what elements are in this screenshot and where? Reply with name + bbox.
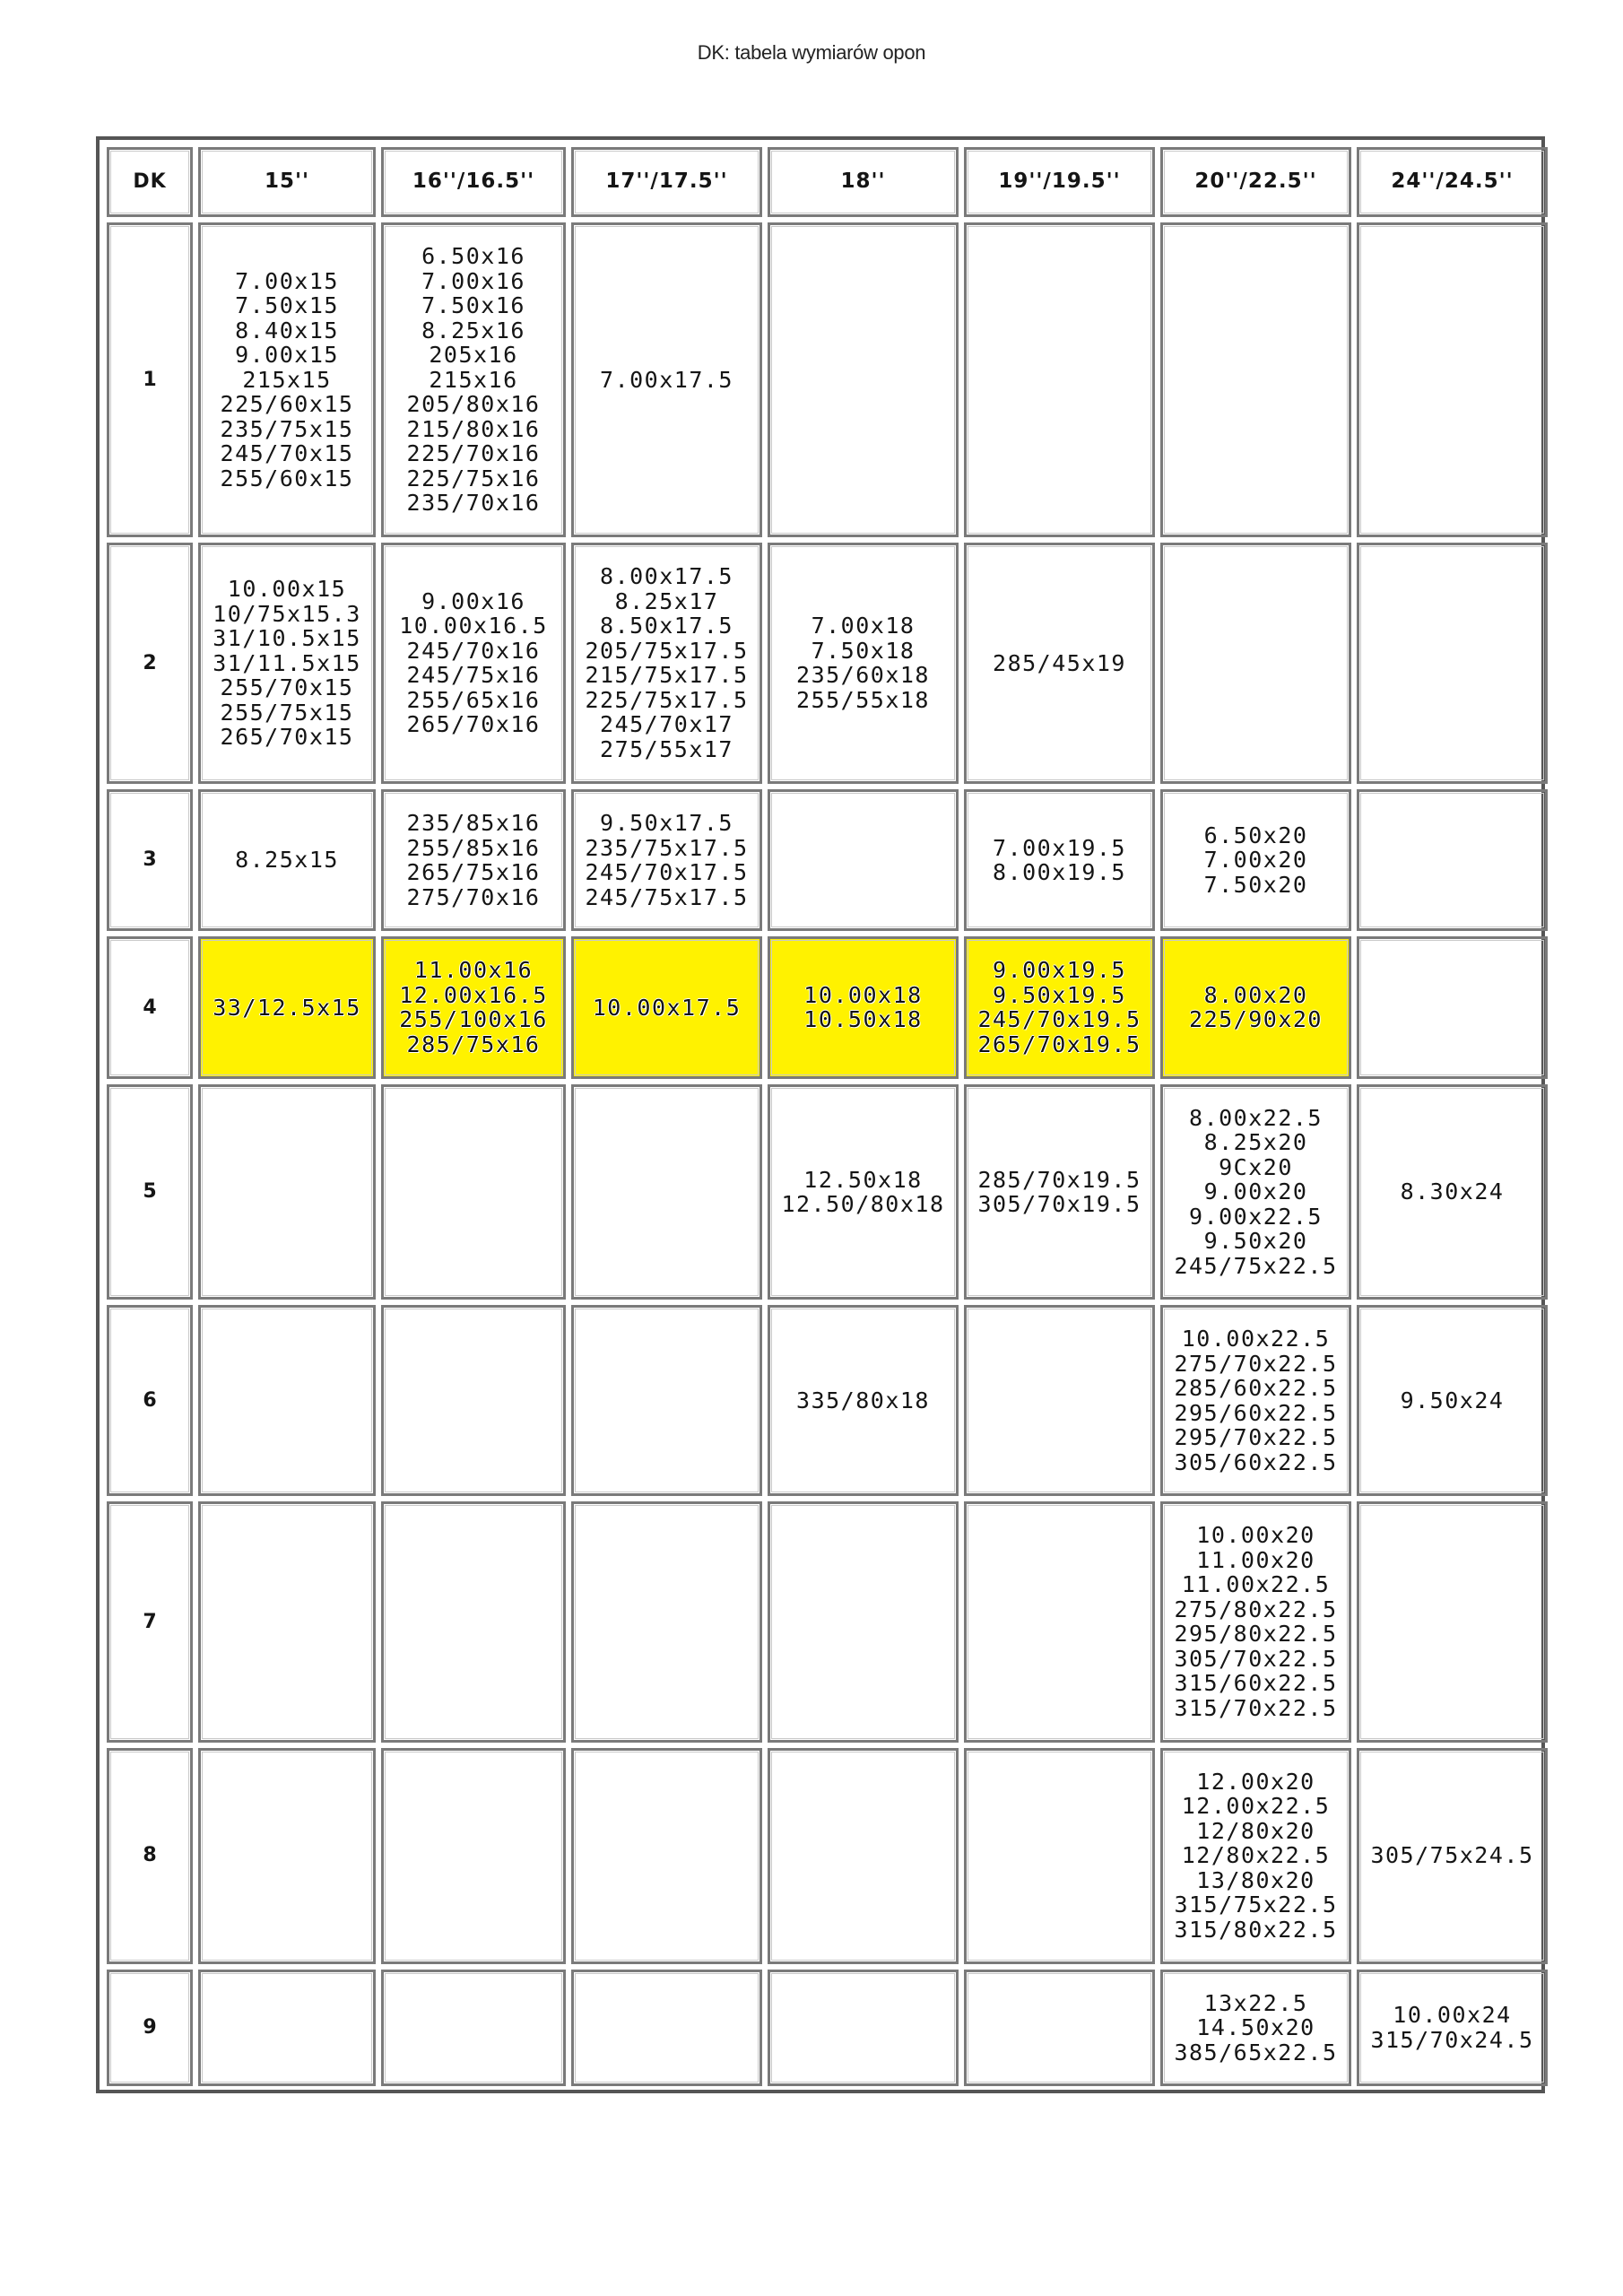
tire-size: 205/80x16 — [406, 391, 541, 418]
size-cell — [571, 1748, 762, 1964]
size-cell — [768, 1970, 959, 2086]
size-cell — [768, 543, 959, 784]
tire-size: 11.00x20 — [1196, 1546, 1315, 1573]
tire-size: 11.00x16 — [413, 957, 534, 984]
tire-size: 245/70x19.5 — [977, 1006, 1141, 1033]
tire-size: 275/70x16 — [406, 883, 541, 910]
dk-row-label: 8 — [107, 1748, 193, 1964]
tire-size: 235/60x18 — [796, 662, 930, 689]
size-cell — [198, 222, 376, 537]
size-cell — [1357, 1748, 1548, 1964]
tire-size: 235/70x16 — [406, 490, 541, 517]
tire-size: 9.00x19.5 — [993, 957, 1126, 984]
tire-size: 205x16 — [429, 342, 518, 369]
tire-size: 8.25x15 — [235, 847, 339, 874]
tire-size: 245/70x16 — [406, 637, 541, 664]
tire-size: 8.00x19.5 — [993, 859, 1126, 886]
tire-size: 215/75x17.5 — [585, 662, 749, 689]
size-cell — [1160, 1970, 1351, 2086]
size-cell — [198, 543, 376, 784]
size-cell — [768, 222, 959, 537]
table-row — [107, 936, 1548, 1078]
size-cell — [964, 1970, 1155, 2086]
size-cell — [1160, 1748, 1351, 1964]
tire-size: 6.50x16 — [421, 243, 525, 270]
size-cell — [571, 222, 762, 537]
size-cell — [1357, 936, 1548, 1078]
size-cell — [1357, 543, 1548, 784]
size-cell — [964, 1305, 1155, 1496]
tire-size: 255/65x16 — [406, 686, 541, 713]
dk-row-label: 1 — [107, 222, 193, 537]
tire-size: 7.00x17.5 — [600, 366, 733, 393]
size-cell — [964, 1501, 1155, 1743]
tire-size: 7.00x15 — [235, 267, 339, 294]
size-cell — [198, 1748, 376, 1964]
tire-size: 12.00x22.5 — [1181, 1793, 1331, 1820]
tire-size: 225/75x17.5 — [585, 686, 749, 713]
tire-size: 285/70x19.5 — [977, 1166, 1141, 1193]
tire-size: 8.50x17.5 — [600, 613, 733, 639]
tire-size: 10.00x18 — [803, 981, 923, 1008]
tire-size: 11.00x22.5 — [1181, 1571, 1331, 1598]
tire-size: 13/80x20 — [1196, 1866, 1315, 1893]
tire-size: 315/70x22.5 — [1174, 1694, 1338, 1721]
size-cell — [1160, 222, 1351, 537]
size-cell — [1357, 1084, 1548, 1300]
tire-size: 12/80x20 — [1196, 1817, 1315, 1844]
tire-size: 235/85x16 — [406, 810, 541, 837]
tire-size: 8.30x24 — [1400, 1178, 1505, 1205]
table-row — [107, 1748, 1548, 1964]
tire-size: 8.25x17 — [614, 587, 719, 614]
tire-size: 215/80x16 — [406, 415, 541, 442]
tire-size: 7.00x20 — [1203, 847, 1308, 874]
tire-size: 7.00x16 — [421, 267, 525, 294]
tire-size: 305/70x19.5 — [977, 1191, 1141, 1218]
tire-size: 265/75x16 — [406, 859, 541, 886]
tire-size: 285/45x19 — [993, 649, 1126, 676]
tire-size: 7.50x15 — [235, 292, 339, 319]
tire-size: 335/80x18 — [796, 1387, 930, 1413]
size-cell — [768, 1748, 959, 1964]
tire-size: 10/75x15.3 — [213, 600, 361, 627]
size-cell — [198, 1084, 376, 1300]
tire-size-table-frame — [96, 136, 1545, 2093]
tire-size: 9.00x20 — [1203, 1178, 1308, 1205]
tire-size: 255/60x15 — [220, 465, 354, 491]
tire-size: 7.00x18 — [811, 613, 916, 639]
tire-size: 31/10.5x15 — [213, 625, 361, 652]
table-row — [107, 1501, 1548, 1743]
tire-size: 265/70x15 — [220, 724, 354, 751]
tire-size: 255/85x16 — [406, 834, 541, 861]
table-row — [107, 543, 1548, 784]
size-cell — [571, 1970, 762, 2086]
tire-size: 315/75x22.5 — [1174, 1892, 1338, 1918]
size-cell — [964, 1748, 1155, 1964]
size-cell — [198, 1305, 376, 1496]
tire-size: 9.00x16 — [421, 587, 525, 614]
tire-size: 245/75x16 — [406, 662, 541, 689]
tire-size: 8.25x20 — [1203, 1129, 1308, 1156]
tire-size: 295/60x22.5 — [1174, 1399, 1338, 1426]
tire-size: 7.50x20 — [1203, 871, 1308, 898]
tire-size: 31/11.5x15 — [213, 649, 361, 676]
size-cell — [768, 789, 959, 931]
size-cell — [381, 1305, 566, 1496]
table-row — [107, 222, 1548, 537]
tire-size: 7.50x16 — [421, 292, 525, 319]
dk-row-label: 6 — [107, 1305, 193, 1496]
tire-size: 225/60x15 — [220, 391, 354, 418]
tire-size: 265/70x19.5 — [977, 1031, 1141, 1057]
tire-size: 10.00x16.5 — [399, 613, 548, 639]
size-cell — [198, 789, 376, 931]
size-cell — [571, 936, 762, 1078]
size-cell — [1160, 1305, 1351, 1496]
tire-size: 6.50x20 — [1203, 822, 1308, 848]
document-title: DK: tabela wymiarów opon — [697, 41, 926, 64]
size-cell — [381, 789, 566, 931]
tire-size: 10.00x24 — [1393, 2002, 1512, 2029]
tire-size: 10.00x22.5 — [1181, 1326, 1331, 1352]
tire-size: 305/75x24.5 — [1370, 1842, 1534, 1869]
tire-size: 275/80x22.5 — [1174, 1596, 1338, 1622]
size-cell — [1160, 1501, 1351, 1743]
tire-size: 295/80x22.5 — [1174, 1621, 1338, 1648]
tire-size: 315/60x22.5 — [1174, 1670, 1338, 1697]
header-rim-18: 18'' — [768, 147, 959, 217]
size-cell — [1357, 1305, 1548, 1496]
tire-size: 9Cx20 — [1219, 1153, 1293, 1180]
tire-size: 235/75x17.5 — [585, 834, 749, 861]
tire-size: 215x16 — [429, 366, 518, 393]
size-cell — [571, 789, 762, 931]
tire-size: 225/70x16 — [406, 440, 541, 467]
tire-size: 255/75x15 — [220, 699, 354, 726]
dk-row-label: 2 — [107, 543, 193, 784]
size-cell — [964, 222, 1155, 537]
tire-size: 9.50x17.5 — [600, 810, 733, 837]
tire-size: 245/70x17 — [600, 711, 733, 738]
tire-size: 215x15 — [242, 366, 332, 393]
tire-size: 255/55x18 — [796, 686, 930, 713]
size-cell — [1357, 1501, 1548, 1743]
size-cell — [381, 1970, 566, 2086]
tire-size: 9.50x24 — [1400, 1387, 1505, 1413]
size-cell — [1160, 789, 1351, 931]
table-row — [107, 1084, 1548, 1300]
size-cell — [768, 1305, 959, 1496]
tire-size: 205/75x17.5 — [585, 637, 749, 664]
header-rim-19: 19''/19.5'' — [964, 147, 1155, 217]
size-cell — [198, 1501, 376, 1743]
size-cell — [768, 1084, 959, 1300]
tire-size: 225/75x16 — [406, 465, 541, 491]
tire-size: 285/75x16 — [406, 1031, 541, 1057]
header-rim-24: 24''/24.5'' — [1357, 147, 1548, 217]
size-cell — [198, 1970, 376, 2086]
tire-size: 275/55x17 — [600, 735, 733, 762]
tire-size: 8.00x17.5 — [600, 563, 733, 590]
size-cell — [571, 1501, 762, 1743]
tire-size: 33/12.5x15 — [213, 994, 361, 1021]
size-cell — [1160, 1084, 1351, 1300]
size-cell — [381, 1084, 566, 1300]
tire-size: 14.50x20 — [1196, 2014, 1315, 2041]
tire-size: 315/70x24.5 — [1370, 2026, 1534, 2053]
size-cell — [198, 936, 376, 1078]
size-cell — [768, 1501, 959, 1743]
dk-row-label: 7 — [107, 1501, 193, 1743]
size-cell — [964, 1084, 1155, 1300]
tire-size: 245/70x15 — [220, 440, 354, 467]
dk-row-label: 4 — [107, 936, 193, 1078]
size-cell — [571, 1305, 762, 1496]
size-cell — [768, 936, 959, 1078]
size-cell — [964, 543, 1155, 784]
size-cell — [571, 1084, 762, 1300]
tire-size: 13x22.5 — [1203, 1989, 1308, 2016]
tire-size: 8.25x16 — [421, 317, 525, 344]
tire-size: 245/75x17.5 — [585, 883, 749, 910]
size-cell — [964, 789, 1155, 931]
size-cell — [1357, 789, 1548, 931]
header-rim-20: 20''/22.5'' — [1160, 147, 1351, 217]
tire-size: 385/65x22.5 — [1174, 2039, 1338, 2066]
tire-size: 7.00x19.5 — [993, 834, 1126, 861]
header-row — [107, 147, 1548, 217]
tire-size: 245/75x22.5 — [1174, 1252, 1338, 1279]
table-row — [107, 1305, 1548, 1496]
tire-size: 12/80x22.5 — [1181, 1842, 1331, 1869]
table-row — [107, 789, 1548, 931]
tire-size: 12.50x18 — [803, 1166, 923, 1193]
tire-size: 235/75x15 — [220, 415, 354, 442]
tire-size: 10.00x20 — [1196, 1522, 1315, 1549]
header-rim-17: 17''/17.5'' — [571, 147, 762, 217]
tire-size: 295/70x22.5 — [1174, 1424, 1338, 1451]
tire-size: 275/70x22.5 — [1174, 1350, 1338, 1377]
tire-size: 12.00x16.5 — [399, 981, 548, 1008]
tire-size: 8.00x20 — [1203, 981, 1308, 1008]
size-cell — [571, 543, 762, 784]
size-cell — [381, 1501, 566, 1743]
table-body — [107, 222, 1548, 2086]
tire-size: 255/100x16 — [399, 1006, 548, 1033]
tire-size: 8.40x15 — [235, 317, 339, 344]
size-cell — [1357, 1970, 1548, 2086]
tire-size: 9.00x22.5 — [1189, 1203, 1323, 1230]
tire-size: 10.50x18 — [803, 1006, 923, 1033]
size-cell — [1357, 222, 1548, 537]
tire-size: 12.50/80x18 — [781, 1191, 945, 1218]
table-row — [107, 1970, 1548, 2086]
size-cell — [1160, 936, 1351, 1078]
tire-size: 305/70x22.5 — [1174, 1645, 1338, 1672]
tire-size: 9.50x20 — [1203, 1228, 1308, 1255]
tire-size: 10.00x15 — [227, 576, 347, 603]
tire-size: 285/60x22.5 — [1174, 1375, 1338, 1402]
tire-size: 245/70x17.5 — [585, 859, 749, 886]
header-rim-15: 15'' — [198, 147, 376, 217]
size-cell — [964, 936, 1155, 1078]
tire-size: 255/70x15 — [220, 674, 354, 701]
size-cell — [381, 543, 566, 784]
tire-size: 7.50x18 — [811, 637, 916, 664]
tire-size: 9.00x15 — [235, 342, 339, 369]
dk-row-label: 9 — [107, 1970, 193, 2086]
size-cell — [1160, 543, 1351, 784]
tire-size: 305/60x22.5 — [1174, 1448, 1338, 1475]
tire-size: 225/90x20 — [1189, 1006, 1323, 1033]
tire-size-table — [101, 142, 1553, 2092]
tire-size: 8.00x22.5 — [1189, 1104, 1323, 1131]
tire-size: 9.50x19.5 — [993, 981, 1126, 1008]
size-cell — [381, 1748, 566, 1964]
tire-size: 315/80x22.5 — [1174, 1916, 1338, 1943]
tire-size: 265/70x16 — [406, 711, 541, 738]
header-dk: DK — [107, 147, 193, 217]
size-cell — [381, 936, 566, 1078]
header-rim-16: 16''/16.5'' — [381, 147, 566, 217]
tire-size: 10.00x17.5 — [592, 994, 742, 1021]
size-cell — [381, 222, 566, 537]
dk-row-label: 3 — [107, 789, 193, 931]
dk-row-label: 5 — [107, 1084, 193, 1300]
tire-size: 12.00x20 — [1196, 1768, 1315, 1795]
